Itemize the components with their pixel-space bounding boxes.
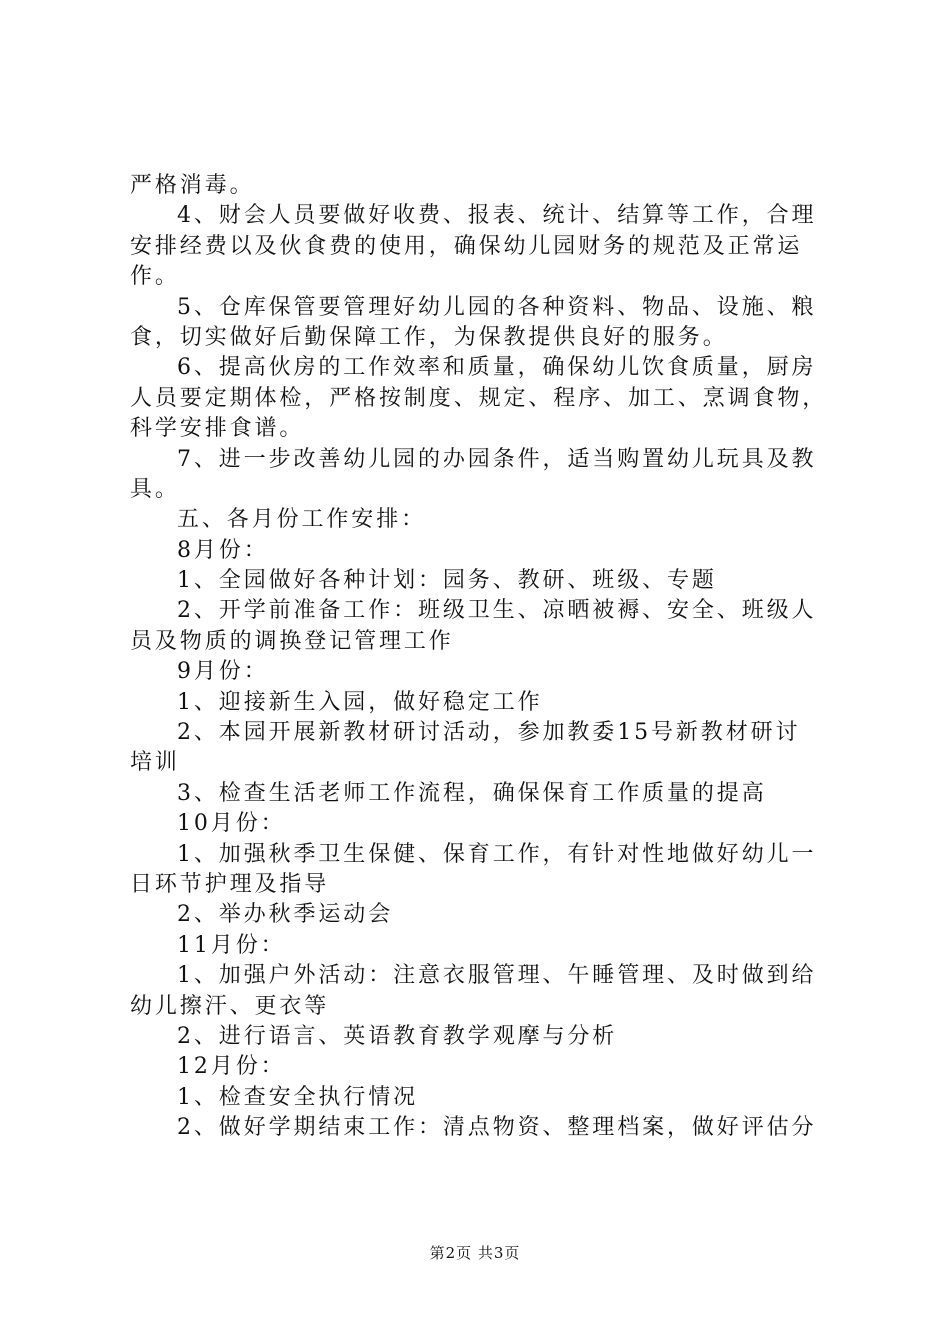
text-line: 安排经费以及伙食费的使用，确保幼儿园财务的规范及正常运 (130, 233, 803, 259)
text-line: 2、做好学期结束工作：清点物资、整理档案，做好评估分 (177, 1115, 817, 1141)
text-line: 作。 (130, 264, 180, 290)
text-line: 幼儿擦汗、更衣等 (130, 993, 330, 1019)
text-line: 日环节护理及指导 (130, 871, 330, 897)
text-line: 12月份： (177, 1054, 286, 1080)
text-line: 1、全园做好各种计划：园务、教研、班级、专题 (177, 568, 717, 594)
document-body (130, 171, 830, 1144)
text-line: 5、仓库保管要管理好幼儿园的各种资料、物品、设施、粮 (177, 294, 817, 320)
text-line: 严格消毒。 (130, 173, 255, 198)
text-line: 9月份： (177, 659, 269, 685)
text-line: 1、检查安全执行情况 (177, 1084, 418, 1110)
text-line: 2、本园开展新教材研讨活动，参加教委15号新教材研讨 (177, 720, 801, 746)
text-line: 培训 (130, 750, 180, 776)
text-line: 1、迎接新生入园，做好稳定工作 (177, 689, 543, 715)
text-line: 4、财会人员要做好收费、报表、统计、结算等工作，合理 (177, 203, 817, 229)
text-line: 食，切实做好后勤保障工作，为保教提供良好的服务。 (130, 324, 728, 350)
text-line: 2、开学前准备工作：班级卫生、凉晒被褥、安全、班级人 (177, 598, 817, 624)
page-footer: 第2页 共3页 (429, 1244, 521, 1262)
text-line: 6、提高伙房的工作效率和质量，确保幼儿饮食质量，厨房 (177, 355, 817, 381)
text-line: 2、举办秋季运动会 (177, 902, 394, 928)
text-line: 1、加强秋季卫生保健、保育工作，有针对性地做好幼儿一 (177, 841, 817, 867)
text-line: 11月份： (177, 932, 286, 958)
text-line: 员及物质的调换登记管理工作 (130, 628, 454, 654)
text-line: 科学安排食谱。 (130, 416, 305, 442)
text-line: 8月份： (177, 537, 269, 563)
text-line: 10月份： (177, 811, 286, 837)
text-line: 1、加强户外活动：注意衣服管理、午睡管理、及时做到给 (177, 963, 817, 989)
text-line: 具。 (130, 476, 180, 502)
text-line: 3、检查生活老师工作流程，确保保育工作质量的提高 (177, 780, 767, 806)
text-line: 2、进行语言、英语教育教学观摩与分析 (177, 1023, 618, 1049)
text-line: 7、进一步改善幼儿园的办园条件，适当购置幼儿玩具及教 (177, 446, 817, 472)
text-line: 人员要定期体检，严格按制度、规定、程序、加工、烹调食物， (130, 385, 828, 411)
text-line: 五、各月份工作安排： (177, 507, 427, 533)
